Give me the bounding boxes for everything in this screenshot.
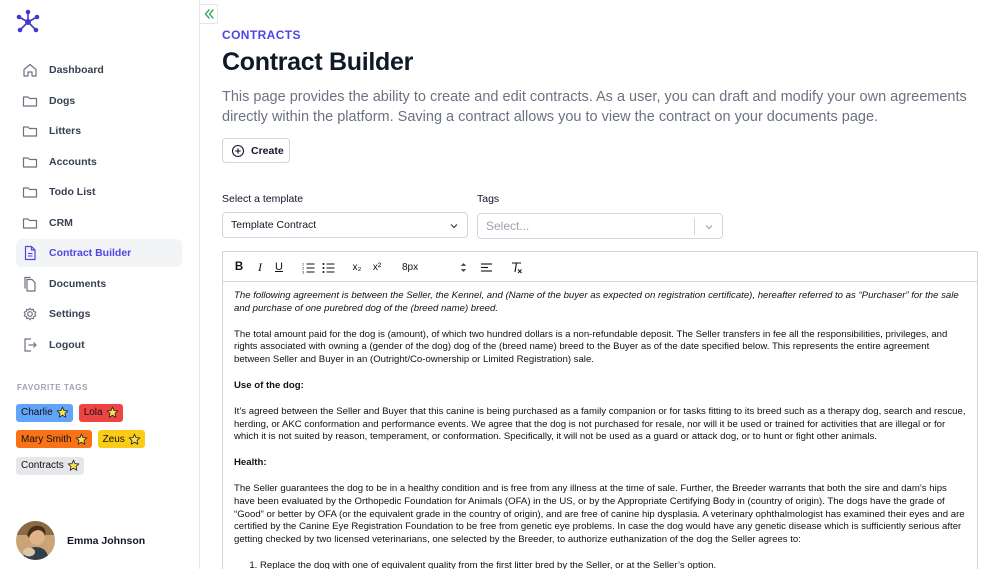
- tag-label: Lola: [83, 407, 103, 418]
- editor-content[interactable]: [223, 282, 977, 569]
- sidebar-item-label: Todo List: [49, 186, 96, 198]
- select-separator: [694, 218, 695, 235]
- sidebar: [0, 0, 200, 569]
- gear-icon: [22, 306, 38, 322]
- ordered-list-icon: [302, 261, 315, 274]
- underline-button[interactable]: U: [275, 261, 283, 273]
- list-item: 1. Replace the dog with one of equivalent quality from the first litter bred by the Seller, or at the Seller’s option.: [260, 560, 966, 569]
- section-heading-use: Use of the dog:: [234, 379, 304, 391]
- sidebar-item-label: Logout: [49, 338, 85, 351]
- star-icon[interactable]: [128, 433, 141, 446]
- sidebar-item-label: Dashboard: [49, 64, 104, 76]
- clear-format-icon: [510, 261, 523, 274]
- svg-text:3: 3: [301, 269, 304, 274]
- folder-icon: [22, 184, 38, 200]
- font-size-select[interactable]: [402, 259, 464, 275]
- template-label: Select a template: [222, 193, 304, 205]
- template-select[interactable]: [222, 212, 468, 238]
- star-icon[interactable]: [56, 406, 69, 419]
- page-description: This page provides the ability to create and edit contracts. As a user, you can draft and modify your own agreements directly within the platform. Saving a contract allows you to view the contract on your documents page.: [222, 89, 967, 125]
- ordered-list-button[interactable]: [301, 259, 315, 275]
- sidebar-item-contract-builder[interactable]: [16, 239, 182, 267]
- folder-icon: [22, 123, 38, 139]
- sidebar-item-label: Documents: [49, 277, 107, 290]
- italic-button[interactable]: I: [258, 259, 262, 274]
- create-button-label: Create: [251, 144, 284, 157]
- tag-charlie[interactable]: [16, 404, 73, 422]
- sidebar-item-dashboard[interactable]: [16, 56, 182, 84]
- sidebar-item-logout[interactable]: [16, 331, 182, 359]
- bold-button[interactable]: B: [234, 261, 244, 273]
- template-select-value: Template Contract: [231, 219, 317, 231]
- home-icon: [22, 62, 38, 78]
- contract-use-text: It’s agreed between the Seller and Buyer that this canine is being purchased as a family companion or for tasks fitting to its breed such as a therapy dog, search and rescue, herding, or AKC conformation and performance events. We agree that the dog is not purchased for resale, nor will it be used or trained for activities that are illegal or for which it is not suited by reason, temperament, or conformation. Specifically, it will not be used as a guard or attack dog, or to hunt or fight other animals.: [234, 405, 966, 443]
- favorite-tags-title: FAVORITE TAGS: [17, 383, 89, 392]
- contract-payment: The total amount paid for the dog is (amount), of which two hundred dollars is a non-refundable deposit. The Seller transfers in fee all the responsibilities, privileges, and rights associated with owning a (gender of the dog) dog of the (breed name) breed to the Buyer as of the date specified below. This represents the entire agreement between Seller and Buyer in an (Outright/Co-ownership or Limited Registration) sale.: [234, 328, 948, 366]
- tag-mary-smith[interactable]: [16, 430, 92, 448]
- chevron-down-icon: [449, 221, 459, 231]
- documents-icon: [22, 276, 38, 292]
- clear-format-button[interactable]: [509, 259, 523, 275]
- sidebar-item-crm[interactable]: [16, 209, 182, 237]
- folder-icon: [22, 93, 38, 109]
- tag-zeus[interactable]: [98, 430, 145, 448]
- page-eyebrow: CONTRACTS: [222, 28, 301, 42]
- create-button[interactable]: [222, 138, 290, 163]
- tag-label: Charlie: [21, 407, 53, 418]
- logout-icon: [22, 337, 38, 353]
- bullet-list-icon: [322, 261, 335, 274]
- tags-label: Tags: [477, 193, 500, 205]
- superscript-button[interactable]: x²: [372, 261, 382, 273]
- avatar: [16, 521, 55, 560]
- favorite-tags: [16, 402, 188, 482]
- section-heading-health: Health:: [234, 457, 267, 469]
- align-left-icon: [480, 261, 493, 274]
- tags-select-placeholder: Select...: [486, 219, 530, 233]
- svg-text:2: 2: [301, 265, 304, 270]
- font-size-value: 8px: [402, 261, 419, 273]
- sidebar-nav: [16, 56, 182, 361]
- sidebar-item-label: CRM: [49, 216, 73, 229]
- editor-toolbar: [223, 252, 977, 282]
- user-profile[interactable]: [16, 521, 145, 560]
- contract-intro: The following agreement is between the Seller, the Kennel, and (Name of the buyer as expected on registration certificate), hereafter referred to as “Purchaser” for the sale and purchase of one purebred dog of the (breed name) breed.: [234, 290, 959, 314]
- contract-list: [234, 560, 966, 569]
- collapse-sidebar-button[interactable]: [199, 4, 218, 24]
- tag-label: Contracts: [21, 460, 64, 471]
- sidebar-item-litters[interactable]: [16, 117, 182, 145]
- plus-circle-icon: [231, 144, 245, 158]
- document-icon: [22, 245, 38, 261]
- star-icon[interactable]: [67, 459, 80, 472]
- contract-health-text: The Seller guarantees the dog to be in a healthy condition and is free from any illness at the time of sale. Further, the Breeder warrants that both the sire and dam’s hips have been evaluated by the Orthopedic Foundation for Animals (OFA) in the US, or by the Appropriate Certifying Body in (country of origin). The dogs have the grade of “Good” or better by OFA (or the equivalent grade in the country of origin), and are free of canine hip dysplasia. A veterinary ophthalmologist has examined their eyes and are certified by the Canine Eye Registration Foundation to be free from genetic eye problems. In case the dog would have any genetic disease which is sufficiently serious after getting checked by two licensed veterinarians, one selected by the Breeder, to authorize euthanization of the dog the Seller agrees to:: [234, 482, 965, 546]
- tag-label: Mary Smith: [21, 433, 72, 445]
- chevrons-left-icon: [203, 8, 215, 20]
- tag-contracts[interactable]: [16, 457, 84, 475]
- user-name: Emma Johnson: [67, 534, 146, 547]
- sidebar-item-label: Settings: [49, 308, 91, 320]
- tag-lola[interactable]: [79, 404, 123, 422]
- sidebar-item-label: Accounts: [49, 155, 97, 168]
- page-title: Contract Builder: [222, 48, 414, 76]
- sidebar-item-accounts[interactable]: [16, 148, 182, 176]
- sidebar-item-settings[interactable]: [16, 300, 182, 328]
- folder-icon: [22, 215, 38, 231]
- subscript-button[interactable]: x₂: [352, 261, 362, 273]
- updown-icon: [457, 261, 464, 273]
- contract-editor: [222, 251, 978, 569]
- sidebar-item-label: Contract Builder: [49, 247, 132, 259]
- sidebar-item-documents[interactable]: [16, 270, 182, 298]
- sidebar-item-label: Litters: [49, 125, 82, 137]
- align-button[interactable]: [479, 259, 493, 275]
- star-icon[interactable]: [75, 433, 88, 446]
- sidebar-item-todo-list[interactable]: [16, 178, 182, 206]
- star-icon[interactable]: [106, 406, 119, 419]
- sidebar-item-dogs[interactable]: [16, 87, 182, 115]
- tag-label: Zeus: [102, 433, 125, 445]
- logo-icon[interactable]: [15, 9, 41, 35]
- tags-select[interactable]: [477, 213, 723, 239]
- bullet-list-button[interactable]: [321, 259, 335, 275]
- chevron-down-icon[interactable]: [704, 222, 714, 232]
- svg-text:1: 1: [301, 261, 304, 266]
- sidebar-item-label: Dogs: [49, 94, 76, 107]
- folder-icon: [22, 154, 38, 170]
